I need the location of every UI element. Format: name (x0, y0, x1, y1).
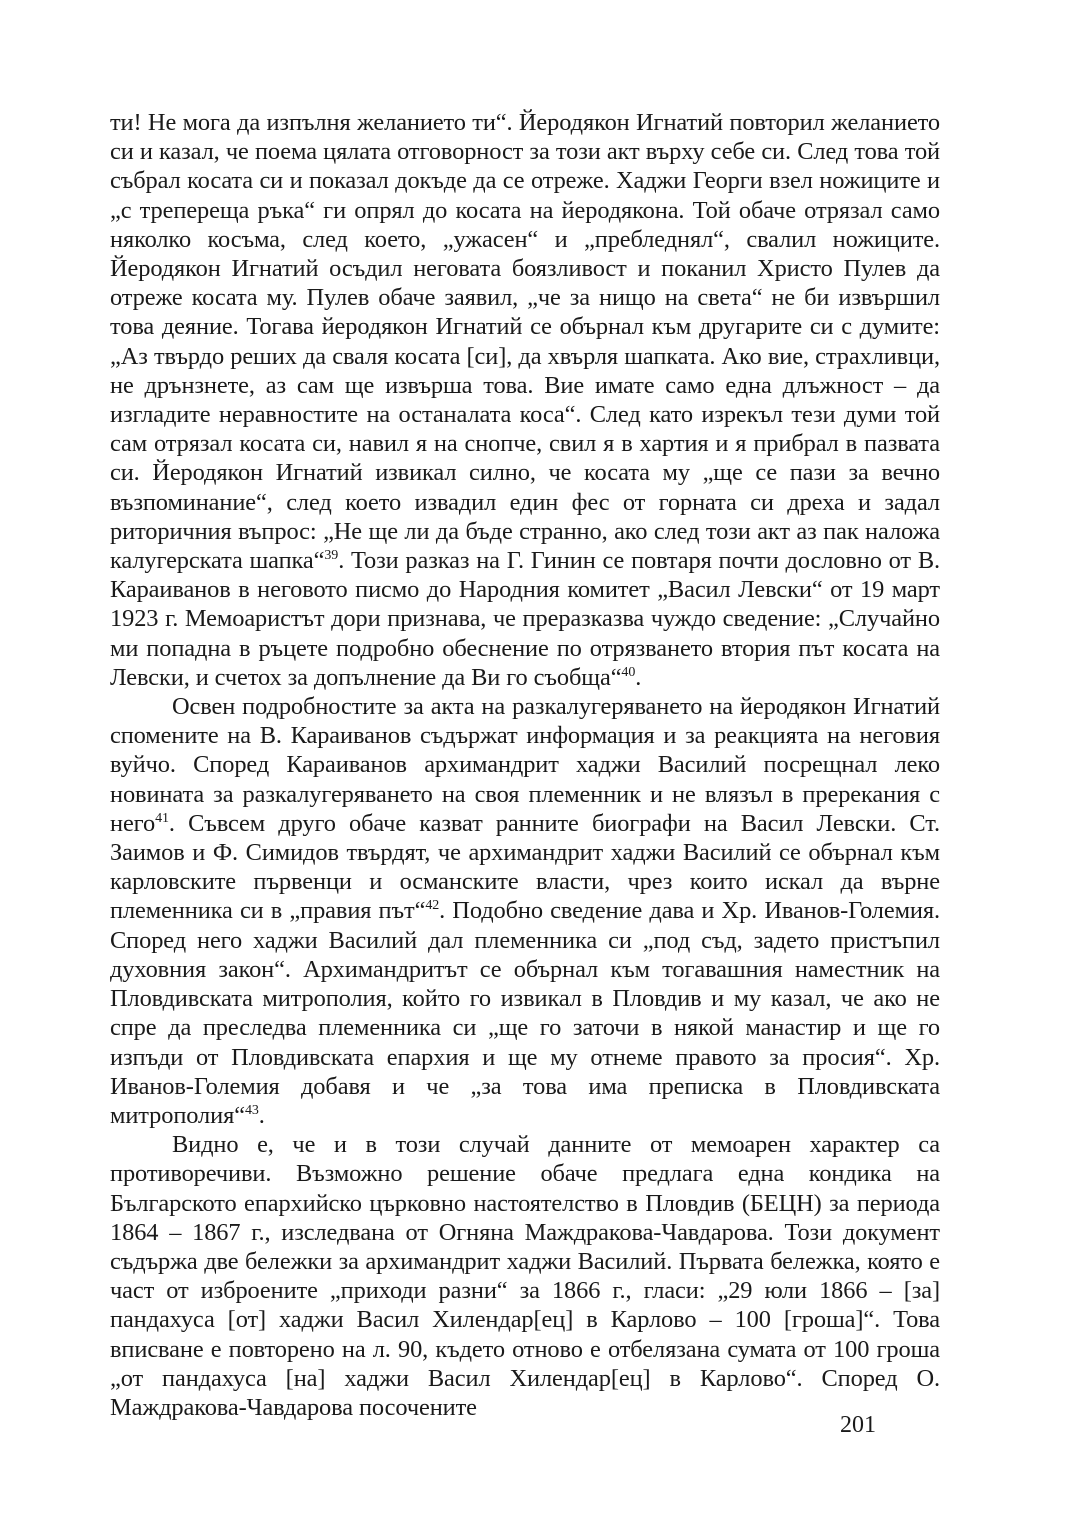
footnote-ref-41: 41 (155, 810, 169, 826)
paragraph-2 (110, 692, 940, 1130)
paragraph-2-text-1: Освен подробностите за акта на разкалугеряването на йеродякон Игнатий спомените на В. Караиванов съдържат информация и за реакцията на неговия вуйчо. Според Караиванов архимандрит хаджи Василий посрещнал леко новината за разкалугеряването на своя племенник и не влязъл в пререкания с него (110, 693, 940, 837)
footnote-ref-43: 43 (244, 1102, 259, 1118)
paragraph-1-text-1: ти! Не мога да изпълня желанието ти“. Йеродякон Игнатий повторил желанието си и казал, че поема цялата отговорност за този акт върху себе си. След това той събрал косата си и показал докъде да се отреже. Хаджи Георги взел ножиците и „с трепереща ръка“ ги опрял до косата на йеродякона. Той обаче отрязал само няколко косъма, след което, „ужасен“ и „пребледнял“, свалил ножиците. Йеродякон Игнатий осъдил неговата боязливост и поканил Христо Пулев да отреже косата му. Пулев обаче заявил, „че за нищо на света“ не би извършил това деяние. Тогава йеродякон Игнатий се обърнал към другарите си с думите: „Аз твърдо реших да сваля косата [си], да хвърля шапката. Ако вие, страхливци, не дрънзнете, аз сам ще извърша това. Вие имате само една длъжност – да изгладите неравностите на останалата коса“. След като изрекъл тези думи той сам отрязал косата си, навил я на снопче, свил я в хартия и я прибрал в пазвата си. Йеродякон Игнатий извикал силно, че косата му „ще се пази за вечно възпоминание“, след което извадил един фес от горната си дреха и задал риторичния въпрос: „Не ще ли да бъде странно, ако след този акт аз пак наложа калугерската шапка“ (110, 109, 940, 575)
paragraph-1-text-2: . Този разказ на Г. Гинин се повтаря почти дословно от В. Караиванов в неговото писмо до Народния комитет „Васил Левски“ от 19 март 1923 г. Мемоаристът дори признава, че преразказва чуждо сведение: „Случайно ми попадна в ръцете подробно обеснение по отрязването втория път косата на Левски, и счетох за допълнение да Ви го съобща“ (110, 547, 940, 691)
paragraph-3-text-1: Видно е, че и в този случай данните от мемоарен характер са противоречиви. Възможно решение обаче предлага една кондика на Българското епархийско църковно настоятелство в Пловдив (БЕЦН) за периода 1864 – 1867 г., изследвана от Огняна Маждракова-Чавдарова. Този документ съдържа две бележки за архимандрит хаджи Василий. Първата бележка, която е част от изброените „приходи разни“ за 1866 г., гласи: „29 юли 1866 – [за] пандахуса [от] хаджи Васил Хилендар[ец] в Карлово – 100 [гроша]“. Това вписване е повторено на л. 90, където отново е отбелязана сумата от 100 гроша „от пандахуса [на] хаджи Васил Хилендар[ец] в Карлово“. Според О. Маждракова-Чавдарова посочените (110, 1131, 940, 1421)
footnote-ref-42: 42 (425, 898, 440, 914)
paragraph-2-text-4: . (258, 1101, 265, 1129)
footnote-ref-40: 40 (621, 664, 636, 680)
paragraph-2-text-2: . Съвсем друго обаче казват ранните биографи на Васил Левски. Ст. Заимов и Ф. Симидов твърдят, че архимандрит хаджи Василий се обърнал към карловските първенци и османските власти, чрез които искал да върне племенника си в „правия път“ (110, 809, 940, 925)
paragraph-1 (110, 108, 940, 692)
footnote-ref-39: 39 (324, 547, 339, 563)
page-body (110, 108, 940, 1422)
paragraph-2-text-3: . Подобно сведение дава и Хр. Иванов-Големия. Според него хаджи Василий дал племенника си „под съд, задето пристъпил духовния закон“. Архимандритът се обърнал към тогавашния наместник на Пловдивската митрополия, който го извикал в Пловдив и му казал, че ако не спре да преследва племенника си „ще го заточи в някой манастир и ще го изпъди от Пловдивската епархия и ще му отнеме правото за просия“. Хр. Иванов-Големия добавя и че „за това има преписка в Пловдивската митрополия“ (110, 897, 940, 1129)
paragraph-1-text-3: . (635, 663, 642, 691)
page-number: 201 (840, 1412, 876, 1438)
paragraph-3 (110, 1130, 940, 1422)
